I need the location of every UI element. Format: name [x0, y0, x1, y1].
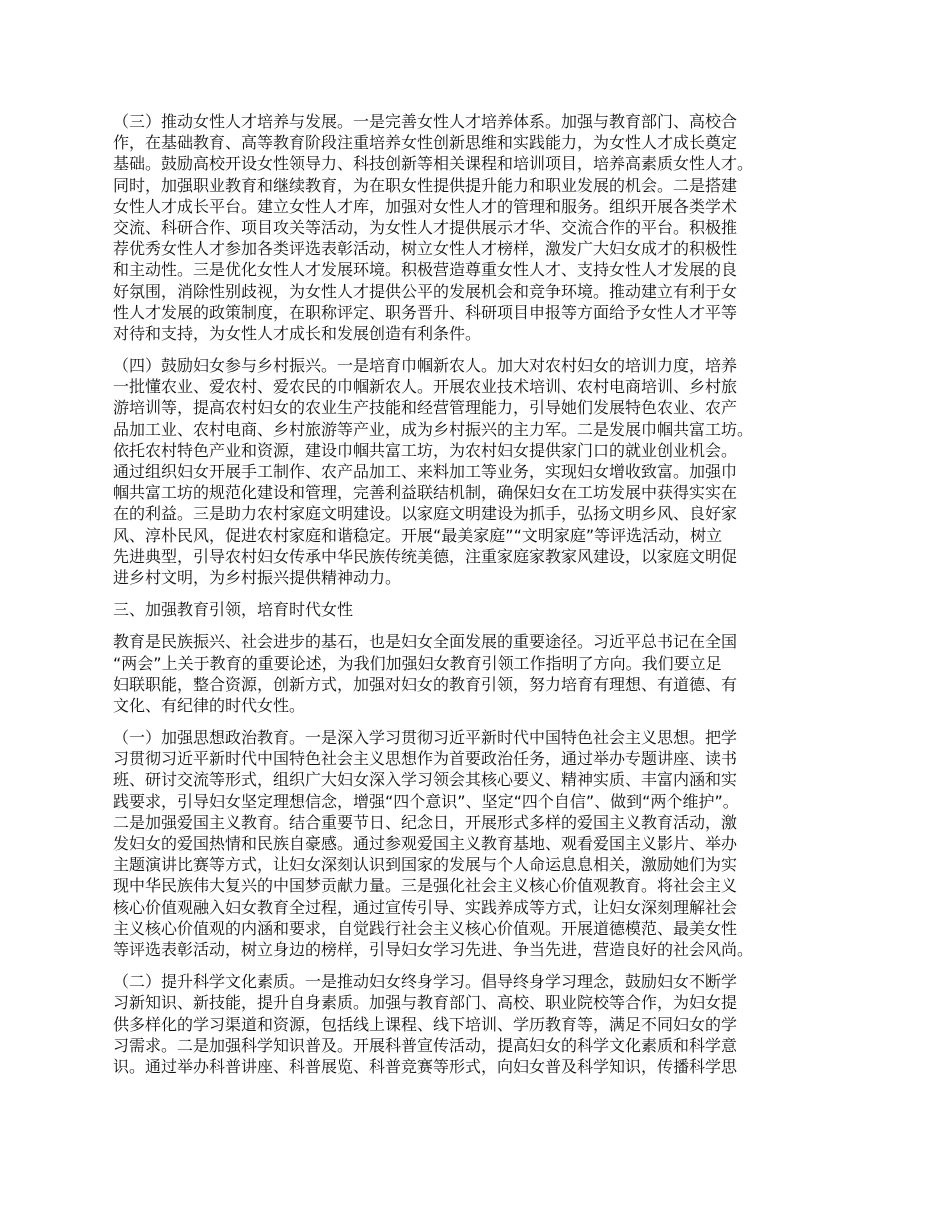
text-line: 交流、科研合作、项目攻关等活动，为女性人才提供展示才华、交流合作的平台。积极推 — [113, 217, 738, 237]
paragraph-talent-development — [113, 111, 848, 344]
text-line: 习贯彻习近平新时代中国特色社会主义思想作为首要政治任务，通过举办专题讲座、读书 — [113, 749, 738, 769]
text-line: 发妇女的爱国热情和民族自豪感。通过参观爱国主义教育基地、观看爱国主义影片、举办 — [113, 834, 738, 853]
text-line: 教育是民族振兴、社会进步的基石，也是妇女全面发展的重要途径。习近平总书记在全国 — [113, 632, 738, 652]
text-line: 进乡村文明，为乡村振兴提供精神动力。 — [113, 567, 402, 587]
text-line: 一批懂农业、爱农村、爱农民的巾帼新农人。开展农业技术培训、农村电商培训、乡村旅 — [113, 377, 738, 397]
document-page — [113, 111, 848, 1088]
text-line: 通过组织妇女开展手工制作、农产品加工、来料加工等业务，实现妇女增收致富。加强巾 — [113, 462, 738, 481]
text-line: 二是加强爱国主义教育。结合重要节日、纪念日，开展形式多样的爱国主义教育活动，激 — [113, 812, 738, 832]
text-line: 等评选表彰活动，树立身边的榜样，引导妇女学习先进、争当先进，营造良好的社会风尚。 — [113, 939, 754, 959]
paragraph-political-education — [113, 727, 848, 960]
text-line: 先进典型，引导农村妇女传承中华民族传统美德，注重家庭家教家风建设，以家庭文明促 — [113, 546, 738, 566]
text-line: “两会”上关于教育的重要论述，为我们加强妇女教育引领工作指明了方向。我们要立足 — [113, 653, 722, 673]
text-line: 识。通过举办科普讲座、科普展览、科普竞赛等形式，向妇女普及科学知识，传播科学思 — [113, 1056, 738, 1076]
text-line: 核心价值观融入妇女教育全过程，通过宣传引导、实践养成等方式，让妇女深刻理解社会 — [113, 897, 738, 917]
text-line: 文化、有纪律的时代女性。 — [113, 695, 306, 715]
text-line: 依托农村特色产业和资源，建设巾帼共富工坊，为农村妇女提供家门口的就业创业机会。 — [113, 440, 738, 460]
text-line: 妇联职能，整合资源，创新方式，加强对妇女的教育引领，努力培育有理想、有道德、有 — [113, 674, 738, 694]
text-line: 荐优秀女性人才参加各类评选表彰活动，树立女性人才榜样，激发广大妇女成才的积极性 — [113, 239, 738, 259]
text-line: 习需求。二是加强科学知识普及。开展科普宣传活动，提高妇女的科学文化素质和科学意 — [113, 1035, 738, 1055]
text-line: （三）推动女性人才培养与发展。一是完善女性人才培养体系。加强与教育部门、高校合 — [113, 112, 738, 131]
text-line: 帼共富工坊的规范化建设和管理，完善利益联结机制，确保妇女在工坊发展中获得实实在 — [113, 483, 738, 503]
paragraph-education-intro — [113, 631, 848, 716]
text-line: 基础。鼓励高校开设女性领导力、科技创新等相关课程和培训项目，培养高素质女性人才。 — [113, 154, 754, 174]
text-line: 供多样化的学习渠道和资源，包括线上课程、线下培训、学历教育等，满足不同妇女的学 — [113, 1014, 738, 1034]
text-line: 同时，加强职业教育和继续教育，为在职女性提供提升能力和职业发展的机会。二是搭建 — [113, 175, 738, 195]
text-line: （二）提升科学文化素质。一是推动妇女终身学习。倡导终身学习理念，鼓励妇女不断学 — [113, 972, 738, 992]
text-line: 女性人才成长平台。建立女性人才库，加强对女性人才的管理和服务。组织开展各类学术 — [113, 196, 738, 216]
text-line: 好氛围，消除性别歧视，为女性人才提供公平的发展机会和竞争环境。推动建立有利于女 — [113, 281, 738, 301]
text-line: 游培训等，提高农村妇女的农业生产技能和经营管理能力，引导她们发展特色农业、农产 — [113, 398, 738, 418]
text-line: 品加工业、农村电商、乡村旅游等产业，成为乡村振兴的主力军。二是发展巾帼共富工坊。 — [113, 419, 754, 439]
text-line: （一）加强思想政治教育。一是深入学习贯彻习近平新时代中国特色社会主义思想。把学 — [113, 728, 738, 748]
text-line: 践要求，引导妇女坚定理想信念，增强“四个意识”、坚定“四个自信”、做到“两个维护”。 — [113, 791, 739, 811]
text-line: 作，在基础教育、高等教育阶段注重培养女性创新思维和实践能力，为女性人才成长奠定 — [113, 133, 738, 153]
text-line: 现中华民族伟大复兴的中国梦贡献力量。三是强化社会主义核心价值观教育。将社会主义 — [113, 876, 738, 896]
text-line: 在的利益。三是助力农村家庭文明建设。以家庭文明建设为抓手，弘扬文明乡风、良好家 — [113, 504, 738, 524]
text-line: 主题演讲比赛等方式，让妇女深刻认识到国家的发展与个人命运息息相关，激励她们为实 — [113, 855, 738, 875]
paragraph-science-culture — [113, 971, 848, 1077]
text-line: 习新知识、新技能，提升自身素质。加强与教育部门、高校、职业院校等合作，为妇女提 — [113, 993, 738, 1013]
text-line: 性人才发展的政策制度，在职称评定、职务晋升、科研项目申报等方面给予女性人才平等 — [113, 302, 738, 322]
text-line: 班、研讨交流等形式，组织广大妇女深入学习领会其核心要义、精神实质、丰富内涵和实 — [113, 770, 738, 790]
paragraph-rural-revitalization — [113, 355, 848, 588]
section-heading — [113, 599, 848, 620]
text-line: 和主动性。三是优化女性人才发展环境。积极营造尊重女性人才、支持女性人才发展的良 — [113, 260, 738, 280]
section-heading-text: 三、加强教育引领，培育时代女性 — [113, 600, 354, 620]
text-line: （四）鼓励妇女参与乡村振兴。一是培育巾帼新农人。加大对农村妇女的培训力度，培养 — [113, 356, 738, 376]
text-line: 主义核心价值观的内涵和要求，自觉践行社会主义核心价值观。开展道德模范、最美女性 — [113, 918, 738, 938]
text-line: 风、淳朴民风，促进农村家庭和谐稳定。开展“最美家庭”“文明家庭”等评选活动，树立 — [113, 525, 723, 545]
text-line: 对待和支持，为女性人才成长和发展创造有利条件。 — [113, 323, 482, 343]
